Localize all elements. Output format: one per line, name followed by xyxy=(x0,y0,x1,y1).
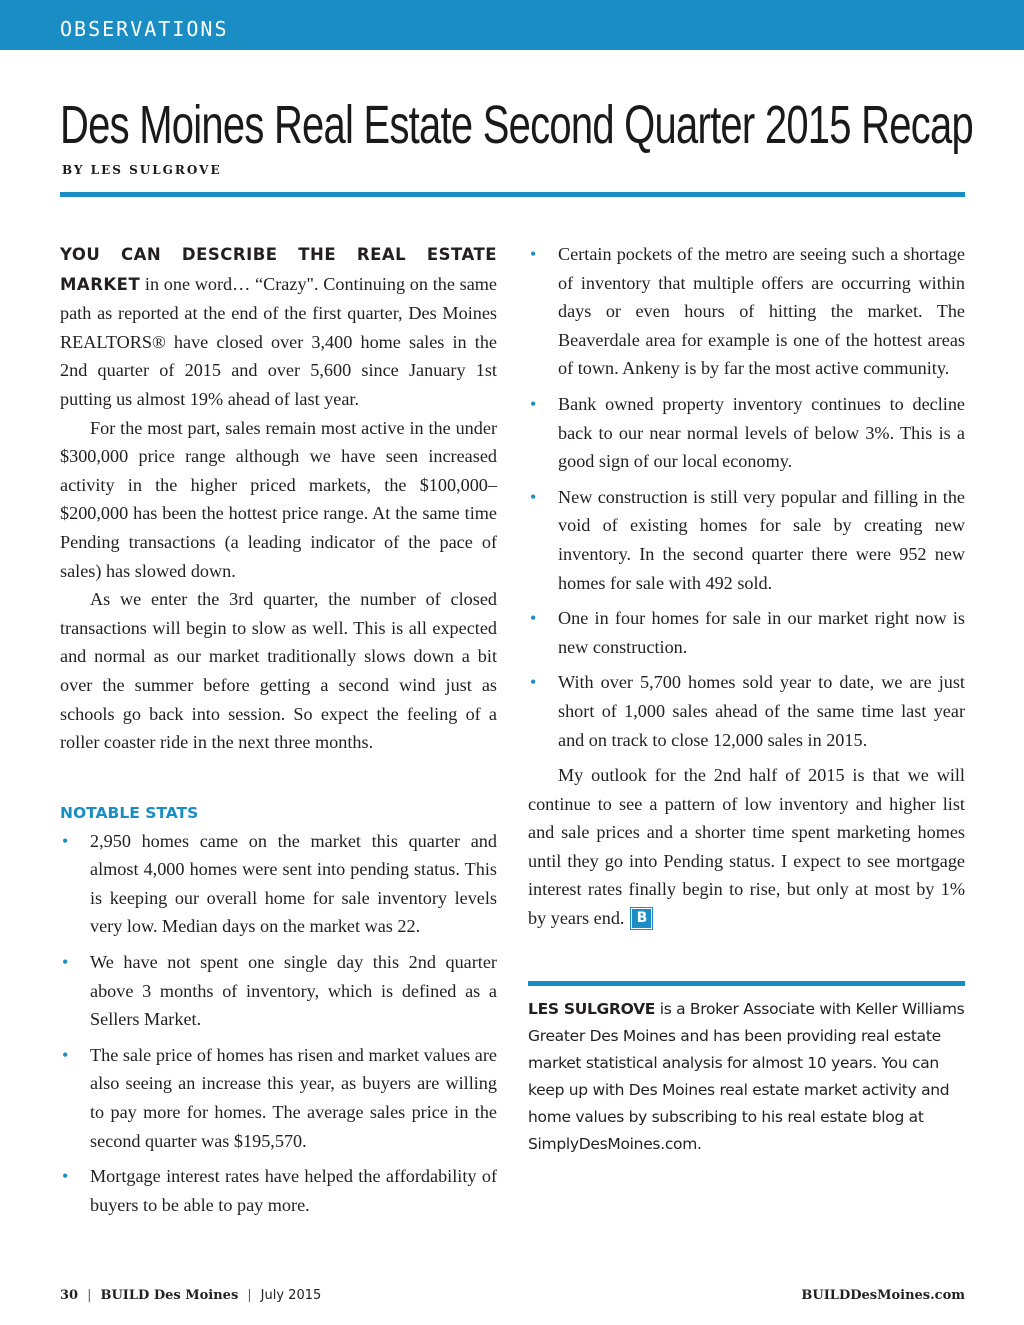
left-column xyxy=(60,240,497,1226)
author-name: LES SULGROVE xyxy=(528,1000,656,1018)
notable-stats-list-continued xyxy=(528,240,965,754)
list-item: • The sale price of homes has risen and market values are also seeing an increase this year, as buyers are willing to pay more for homes. The average sales price in the second quarter was $195,570. xyxy=(60,1041,497,1155)
outlook-paragraph xyxy=(528,761,965,933)
list-item: • We have not spent one single day this 2nd quarter above 3 months of inventory, which is defined as a Sellers Market. xyxy=(60,948,497,1034)
bullet-icon: • xyxy=(62,952,69,973)
bullet-icon: • xyxy=(530,486,537,507)
list-item: • With over 5,700 homes sold year to date, we are just short of 1,000 sales ahead of the same time last year and on track to close 12,000 sales in 2015. xyxy=(528,668,965,754)
author-bio-text: is a Broker Associate with Keller Williams Greater Des Moines and has been providing real estate market statistical analysis for almost 10 years. You can keep up with Des Moines real estate market activity and home values by subscribing to his real estate blog at SimplyDesMoines.com. xyxy=(528,1000,965,1153)
bullet-icon: • xyxy=(62,830,69,851)
list-item: • New construction is still very popular and filling in the void of existing homes for sale by creating new inventory. In the second quarter there were 952 new homes for sale with 492 sold. xyxy=(528,483,965,597)
body-paragraph-2: For the most part, sales remain most active in the under $300,000 price range although we have seen increased activity in the higher priced markets, the $100,000–$200,000 has been the hottest price range. At the same time Pending transactions (a leading indicator of the pace of sales) has slowed down. xyxy=(60,417,497,581)
footer-separator: | xyxy=(247,1288,252,1303)
bio-divider xyxy=(528,981,965,986)
section-header-bar xyxy=(0,0,1024,50)
publication-name: BUILD Des Moines xyxy=(100,1288,239,1303)
page-number: 30 xyxy=(60,1288,79,1303)
intro-text: in one word… “Crazy". Continuing on the same path as reported at the end of the first quarter, Des Moines REALTORS® have closed over 3,400 home sales in the 2nd quarter of 2015 and over 5,600 since January 1st putting us almost 19% ahead of last year. xyxy=(60,273,497,409)
intro-lead-caps: YOU CAN DESCRIBE THE REAL ESTATE MARKET xyxy=(60,245,497,294)
footer-separator: | xyxy=(87,1288,92,1303)
bullet-icon: • xyxy=(530,244,537,264)
bullet-icon: • xyxy=(530,672,537,693)
notable-stats-heading: NOTABLE STATS xyxy=(60,803,199,822)
bullet-icon: • xyxy=(62,1044,69,1065)
list-item: • One in four homes for sale in our market right now is new construction. xyxy=(528,604,965,661)
issue-date: July 2015 xyxy=(260,1288,322,1303)
byline: BY LES SULGROVE xyxy=(62,163,222,177)
footer-website: BUILDDesMoines.com xyxy=(801,1288,965,1303)
intro-paragraph xyxy=(60,240,497,414)
notable-stats-list xyxy=(60,827,497,1220)
list-item: • Bank owned property inventory continues to decline back to our near normal levels of below 3%. This is a good sign of our local economy. xyxy=(528,390,965,476)
right-column xyxy=(528,240,965,933)
section-label: OBSERVATIONS xyxy=(60,17,229,41)
list-item: • Mortgage interest rates have helped the affordability of buyers to be able to pay more. xyxy=(60,1162,497,1219)
outlook-text: My outlook for the 2nd half of 2015 is that we will continue to see a pattern of low inventory and higher list and sale prices and a shorter time spent marketing homes until they go into Pending status. I expect to see mortgage interest rates finally begin to rise, but only at most by 1% by years end. xyxy=(528,765,965,929)
bullet-icon: • xyxy=(62,1166,69,1187)
article-title: Des Moines Real Estate Second Quarter 2015 Recap xyxy=(60,95,973,155)
bullet-icon: • xyxy=(530,393,537,414)
list-item: • 2,950 homes came on the market this quarter and almost 4,000 homes were sent into pending status. This is keeping our overall home for sale inventory levels very low. Median days on the market was 22. xyxy=(60,827,497,941)
author-bio xyxy=(528,996,965,1158)
list-item: • Certain pockets of the metro are seeing such a shortage of inventory that multiple offers are occurring within days or even hours of hitting the market. The Beaverdale area for example is one of the hottest areas of town. Ankeny is by far the most active community. xyxy=(528,240,965,383)
footer-folio xyxy=(60,1288,321,1303)
end-of-article-icon: B xyxy=(632,909,651,928)
title-divider xyxy=(60,192,965,197)
body-paragraph-3: As we enter the 3rd quarter, the number of closed transactions will begin to slow as well. This is all expected and normal as our market traditionally slows down a bit over the summer before getting a second wind just as schools go back into session. So expect the feeling of a roller coaster ride in the next three months. xyxy=(60,589,497,753)
bullet-icon: • xyxy=(530,608,537,629)
